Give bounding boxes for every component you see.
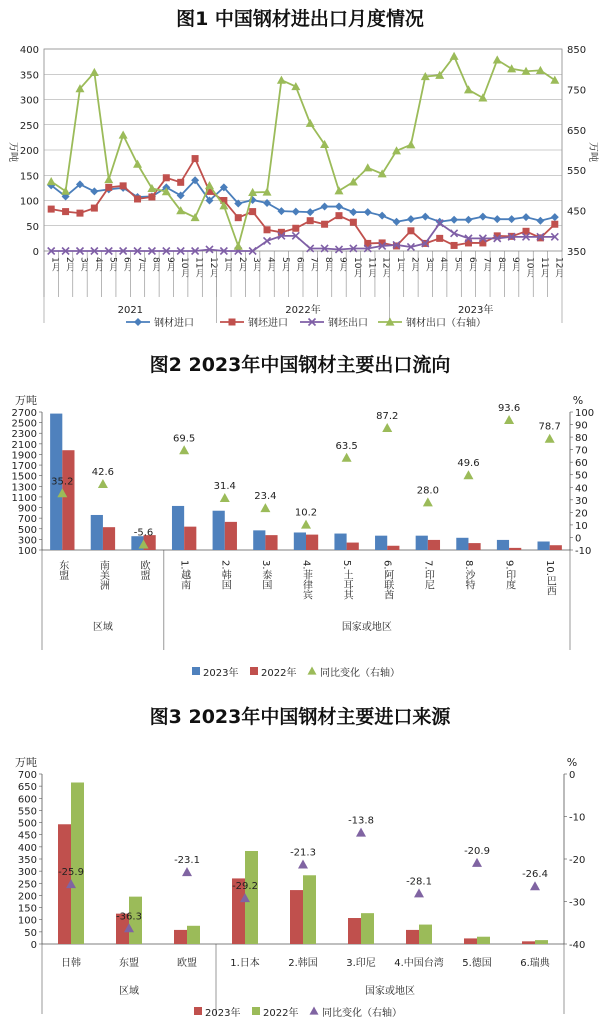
y-tick-label: 500 — [17, 524, 37, 536]
bar-2023年 — [174, 930, 187, 944]
data-point — [163, 174, 170, 181]
bar-2022年 — [71, 783, 84, 945]
bar-2023年 — [294, 532, 306, 550]
x-tick-label: 9月 — [164, 257, 175, 272]
x-tick-label: 欧盟 — [177, 958, 197, 969]
legend-marker — [134, 318, 142, 326]
x-tick-label: 9.印度 — [503, 560, 515, 590]
change-data-label: 28.0 — [416, 485, 439, 497]
y2-tick-label: 100 — [575, 408, 595, 419]
bar-2022年 — [103, 527, 115, 550]
data-point — [407, 227, 414, 234]
data-point — [321, 203, 329, 211]
data-point — [551, 213, 559, 221]
change-data-label: -21.3 — [290, 847, 316, 859]
x-tick-label: 11月 — [366, 257, 377, 278]
bar-2022年 — [468, 543, 480, 550]
y2-tick-label: 850 — [567, 45, 587, 56]
y-tick-label: 200 — [17, 891, 37, 903]
x-tick-label: 6.瑞典 — [520, 958, 550, 969]
legend-label: 2023年 — [203, 668, 239, 679]
y-tick-label: 300 — [19, 95, 39, 107]
y-tick-label: 0 — [32, 247, 39, 258]
legend-label: 钢坯进口 — [248, 318, 288, 329]
data-point — [393, 218, 401, 226]
x-tick-label: 10.巴西 — [544, 560, 556, 596]
y-tick-label: 150 — [17, 903, 37, 915]
x-tick-label: 1.日本 — [230, 958, 260, 969]
year-label: 2022年 — [285, 305, 321, 316]
change-data-label: -28.1 — [406, 876, 432, 888]
bar-2022年 — [477, 937, 490, 944]
bar-2022年 — [306, 535, 318, 550]
bar-2023年 — [406, 930, 419, 944]
y2-tick-label: 70 — [575, 445, 588, 457]
data-point — [450, 52, 459, 60]
series-line — [51, 159, 555, 246]
bar-2022年 — [184, 527, 196, 550]
x-tick-label: 10月 — [179, 257, 190, 278]
x-tick-label: 10月 — [351, 257, 362, 278]
legend-label: 钢坯出口 — [328, 318, 368, 329]
data-point — [133, 160, 142, 168]
legend-swatch — [250, 667, 258, 675]
data-point — [364, 208, 372, 216]
bar-2023年 — [348, 918, 361, 944]
data-point — [47, 177, 56, 185]
bar-2023年 — [456, 538, 468, 550]
data-point — [148, 193, 155, 200]
x-tick-label: 8.沙特 — [462, 560, 474, 590]
data-point — [62, 208, 69, 215]
legend-label: 2023年 — [205, 1008, 241, 1019]
change-marker — [98, 479, 108, 488]
x-tick-label: 5月 — [107, 257, 118, 272]
data-point — [550, 76, 559, 84]
legend-label: 钢材出口（右轴） — [406, 318, 486, 329]
year-label: 2023年 — [457, 305, 494, 316]
x-tick-label: 1月 — [49, 257, 60, 272]
series-line — [51, 223, 555, 251]
change-marker — [260, 503, 270, 512]
data-point — [61, 187, 70, 195]
data-point — [48, 206, 55, 213]
change-data-label: -26.4 — [522, 869, 548, 881]
y-axis-label: 万吨 — [15, 756, 37, 769]
y2-tick-label: 10 — [575, 520, 588, 532]
x-tick-label: 2月 — [236, 257, 247, 272]
data-point — [249, 208, 256, 215]
change-data-label: -13.8 — [348, 815, 374, 827]
data-point — [192, 155, 199, 162]
year-label: 2021 — [117, 305, 144, 316]
chart1-title: 图1 中国钢材进出口月度情况 — [176, 8, 424, 30]
y-tick-label: 100 — [17, 546, 37, 557]
x-tick-label: 1月 — [222, 257, 233, 272]
bar-2023年 — [91, 515, 103, 550]
change-data-label: 87.2 — [376, 411, 399, 423]
group-label: 区域 — [119, 986, 139, 997]
legend-marker — [310, 1007, 319, 1015]
y-tick-label: 2700 — [11, 408, 37, 419]
change-marker — [182, 867, 192, 876]
bar-2022年 — [509, 548, 521, 550]
data-point — [306, 208, 314, 216]
chart3-title: 图3 2023年中国钢材主要进口来源 — [149, 706, 451, 728]
data-point — [508, 215, 516, 223]
bar-2023年 — [290, 890, 303, 944]
data-point — [191, 213, 200, 221]
change-data-label: 69.5 — [173, 433, 196, 445]
data-point — [234, 242, 243, 250]
data-point — [436, 235, 443, 242]
x-tick-label: 6.阿联酋 — [381, 560, 393, 600]
data-point — [264, 226, 271, 233]
data-point — [321, 221, 328, 228]
bar-2023年 — [213, 511, 225, 550]
change-marker — [504, 415, 514, 424]
y2-tick-label: 350 — [567, 247, 587, 258]
y2-tick-label: -40 — [569, 940, 586, 951]
y-tick-label: 2300 — [11, 429, 37, 441]
change-data-label: -20.9 — [464, 845, 490, 857]
legend-label: 2022年 — [263, 1008, 299, 1019]
x-tick-label: 5月 — [279, 257, 290, 272]
x-tick-label: 8月 — [150, 257, 161, 272]
x-tick-label: 2月 — [409, 257, 420, 272]
y2-tick-label: 450 — [567, 206, 587, 218]
x-tick-label: 5.德国 — [462, 958, 492, 969]
x-tick-label: 10月 — [524, 257, 535, 278]
change-marker — [414, 888, 424, 897]
bar-2023年 — [416, 536, 428, 550]
y2-tick-label: 60 — [575, 458, 588, 470]
x-tick-label: 5.土耳其 — [341, 560, 353, 600]
change-marker — [530, 881, 540, 890]
x-tick-label: 5月 — [452, 257, 463, 272]
x-tick-label: 8月 — [323, 257, 334, 272]
data-point — [235, 214, 242, 221]
x-tick-label: 9月 — [510, 257, 521, 272]
y-tick-label: 1500 — [11, 471, 37, 483]
y2-tick-label: -10 — [575, 546, 592, 557]
data-point — [104, 175, 113, 183]
data-point — [349, 208, 357, 216]
x-tick-label: 欧盟 — [138, 560, 150, 580]
x-tick-label: 12月 — [380, 257, 391, 278]
y-tick-label: 1100 — [11, 492, 37, 504]
change-data-label: 10.2 — [294, 507, 318, 519]
data-point — [493, 215, 501, 223]
y-tick-label: 350 — [17, 855, 37, 866]
data-point — [105, 184, 112, 191]
bar-2022年 — [62, 450, 74, 550]
legend-marker — [308, 667, 317, 675]
change-marker — [545, 434, 555, 443]
data-point — [292, 225, 299, 232]
x-tick-label: 1月 — [395, 257, 406, 272]
x-tick-label: 2.韩国 — [219, 560, 231, 590]
x-tick-label: 1.越南 — [178, 560, 190, 590]
change-data-label: 49.6 — [457, 458, 480, 470]
data-point — [147, 184, 156, 192]
change-data-label: 31.4 — [213, 481, 236, 493]
data-point — [450, 216, 458, 224]
y2-tick-label: -10 — [569, 812, 586, 824]
bar-2022年 — [387, 546, 399, 550]
y-tick-label: 900 — [17, 503, 37, 515]
x-tick-label: 3月 — [423, 257, 434, 272]
change-data-label: -25.9 — [58, 867, 84, 879]
y2-tick-label: 650 — [567, 125, 587, 137]
x-tick-label: 7月 — [481, 257, 492, 272]
change-data-label: 42.6 — [91, 467, 115, 479]
legend-swatch — [192, 667, 200, 675]
legend-swatch — [252, 1007, 260, 1015]
data-point — [307, 217, 314, 224]
bar-2022年 — [550, 545, 562, 550]
data-point — [334, 186, 343, 194]
y-tick-label: 1700 — [11, 461, 37, 473]
y-tick-label: 100 — [17, 915, 37, 927]
series-2 — [48, 155, 559, 249]
x-tick-label: 7月 — [136, 257, 147, 272]
bar-2023年 — [334, 534, 346, 550]
data-point — [90, 68, 99, 76]
change-data-label: -36.3 — [116, 911, 142, 923]
data-point — [90, 187, 98, 195]
legend-swatch — [194, 1007, 202, 1015]
x-tick-label: 6月 — [466, 257, 477, 272]
bar-2023年 — [375, 536, 387, 550]
y-tick-label: 250 — [19, 120, 39, 132]
x-tick-label: 6月 — [121, 257, 132, 272]
bar-2022年 — [419, 925, 432, 944]
data-point — [119, 131, 128, 139]
y-tick-label: 2100 — [11, 439, 37, 451]
change-marker — [220, 493, 230, 502]
bar-2022年 — [265, 535, 277, 550]
y2-tick-label: 90 — [575, 420, 588, 432]
data-point — [479, 213, 487, 221]
data-point — [306, 119, 315, 127]
y-tick-label: 50 — [24, 927, 37, 939]
y-axis-label: 万吨 — [15, 394, 37, 407]
bar-2022年 — [347, 543, 359, 550]
change-marker — [342, 453, 352, 462]
bar-2022年 — [428, 540, 440, 550]
y-tick-label: 500 — [17, 818, 37, 830]
change-data-label: -5.6 — [133, 527, 154, 539]
group-label: 区域 — [92, 622, 113, 633]
bar-2023年 — [522, 941, 535, 944]
chart2-bar-chart — [0, 390, 600, 690]
bar-2023年 — [497, 540, 509, 550]
y-tick-label: 0 — [30, 940, 37, 951]
y2-axis-label: % — [566, 756, 578, 769]
series-line — [51, 180, 555, 221]
y-axis-label: 万吨 — [7, 142, 18, 162]
legend-label: 2022年 — [261, 668, 297, 679]
data-point — [421, 213, 429, 221]
x-tick-label: 2月 — [64, 257, 75, 272]
x-tick-label: 4月 — [265, 257, 276, 272]
y-tick-label: 400 — [19, 45, 39, 56]
x-tick-label: 12月 — [207, 257, 218, 278]
y2-tick-label: 20 — [575, 508, 588, 520]
data-point — [120, 182, 127, 189]
y2-tick-label: 750 — [567, 85, 587, 97]
data-point — [134, 195, 141, 202]
data-point — [363, 163, 372, 171]
data-point — [177, 179, 184, 186]
change-data-label: 23.4 — [254, 491, 277, 503]
data-point — [407, 215, 415, 223]
y-tick-label: 400 — [17, 842, 37, 854]
change-marker — [472, 858, 482, 867]
data-point — [277, 76, 286, 84]
bar-2023年 — [172, 506, 184, 550]
data-point — [406, 140, 415, 148]
y-tick-label: 1300 — [11, 482, 37, 494]
data-point — [522, 213, 530, 221]
bar-2022年 — [225, 522, 237, 550]
y-tick-label: 600 — [17, 794, 37, 806]
chart1-line-chart — [0, 34, 600, 340]
y-tick-label: 450 — [17, 830, 37, 842]
bar-2022年 — [361, 913, 374, 944]
legend-marker — [229, 319, 236, 326]
x-tick-label: 3月 — [78, 257, 89, 272]
x-tick-label: 4.菲律宾 — [300, 560, 312, 600]
x-tick-label: 3.印尼 — [346, 958, 376, 969]
y-tick-label: 2500 — [11, 418, 37, 430]
data-point — [478, 93, 487, 101]
data-point — [378, 212, 386, 220]
bar-2023年 — [464, 938, 477, 944]
bar-2023年 — [538, 542, 550, 550]
bar-2022年 — [535, 940, 548, 944]
y2-tick-label: 30 — [575, 495, 588, 507]
x-tick-label: 11月 — [193, 257, 204, 278]
x-tick-label: 6月 — [294, 257, 305, 272]
x-tick-label: 东盟 — [119, 958, 139, 969]
y-tick-label: 300 — [17, 535, 37, 547]
y2-tick-label: 50 — [575, 470, 588, 482]
legend-label: 钢材进口 — [154, 318, 194, 329]
group-label: 国家或地区 — [341, 622, 392, 633]
y2-tick-label: -30 — [569, 897, 586, 909]
x-tick-label: 9月 — [337, 257, 348, 272]
change-marker — [463, 470, 473, 479]
change-marker — [301, 520, 311, 529]
chart3-bar-chart — [0, 746, 600, 1028]
x-tick-label: 南美洲 — [97, 560, 109, 590]
change-marker — [356, 828, 366, 837]
y2-axis-label: 万吨 — [587, 142, 598, 162]
x-tick-label: 4.中国台湾 — [394, 958, 444, 969]
y-tick-label: 250 — [17, 879, 37, 891]
data-point — [335, 212, 342, 219]
y-tick-label: 100 — [19, 196, 39, 208]
legend-label: 同比变化（右轴） — [320, 668, 400, 679]
chart2-title: 图2 2023年中国钢材主要出口流向 — [149, 354, 451, 376]
x-tick-label: 4月 — [92, 257, 103, 272]
y-tick-label: 650 — [17, 782, 37, 794]
data-point — [451, 242, 458, 249]
change-data-label: 35.2 — [51, 476, 74, 488]
change-marker — [423, 497, 433, 506]
y-tick-label: 50 — [26, 221, 39, 233]
y2-axis-label: % — [572, 394, 584, 407]
data-point — [335, 203, 343, 211]
y-tick-label: 550 — [17, 806, 37, 818]
change-marker — [179, 445, 189, 454]
x-tick-label: 12月 — [553, 257, 564, 278]
change-marker — [298, 860, 308, 869]
y2-tick-label: 0 — [569, 770, 576, 781]
y-tick-label: 350 — [19, 70, 39, 82]
change-data-label: 63.5 — [335, 440, 358, 452]
data-point — [536, 217, 544, 225]
data-point — [91, 205, 98, 212]
change-marker — [382, 423, 392, 432]
bar-2022年 — [303, 875, 316, 944]
y2-tick-label: 550 — [567, 166, 587, 178]
bar-2022年 — [187, 926, 200, 944]
y-tick-label: 150 — [19, 171, 39, 183]
legend-label: 同比变化（右轴） — [322, 1008, 402, 1019]
data-point — [350, 219, 357, 226]
data-point — [507, 64, 516, 72]
change-data-label: -23.1 — [174, 855, 200, 867]
x-tick-label: 3月 — [251, 257, 262, 272]
x-tick-label: 东盟 — [56, 560, 68, 580]
y-tick-label: 1900 — [11, 450, 37, 462]
x-tick-label: 2.韩国 — [288, 958, 318, 969]
data-point — [493, 55, 502, 63]
data-point — [76, 210, 83, 217]
group-label: 国家或地区 — [365, 986, 415, 997]
data-point — [277, 207, 285, 215]
data-point — [464, 216, 472, 224]
data-point — [292, 208, 300, 216]
y-tick-label: 700 — [17, 514, 37, 526]
x-tick-label: 8月 — [495, 257, 506, 272]
x-tick-label: 4月 — [438, 257, 449, 272]
y2-tick-label: 0 — [575, 533, 582, 545]
y-tick-label: 200 — [19, 146, 39, 157]
x-tick-label: 7.印尼 — [422, 560, 434, 590]
y-tick-label: 700 — [17, 770, 37, 781]
x-tick-label: 日韩 — [61, 958, 81, 969]
y2-tick-label: 80 — [575, 433, 588, 445]
data-point — [464, 85, 473, 93]
x-tick-label: 7月 — [308, 257, 319, 272]
change-data-label: 93.6 — [497, 403, 521, 415]
y2-tick-label: -20 — [569, 855, 586, 866]
y-tick-label: 300 — [17, 867, 37, 879]
data-point — [551, 221, 558, 228]
y2-tick-label: 40 — [575, 483, 588, 495]
x-tick-label: 3.泰国 — [259, 560, 271, 590]
x-tick-label: 11月 — [538, 257, 549, 278]
bar-2023年 — [253, 530, 265, 550]
change-data-label: 78.7 — [538, 421, 561, 433]
change-data-label: -29.2 — [232, 881, 258, 893]
